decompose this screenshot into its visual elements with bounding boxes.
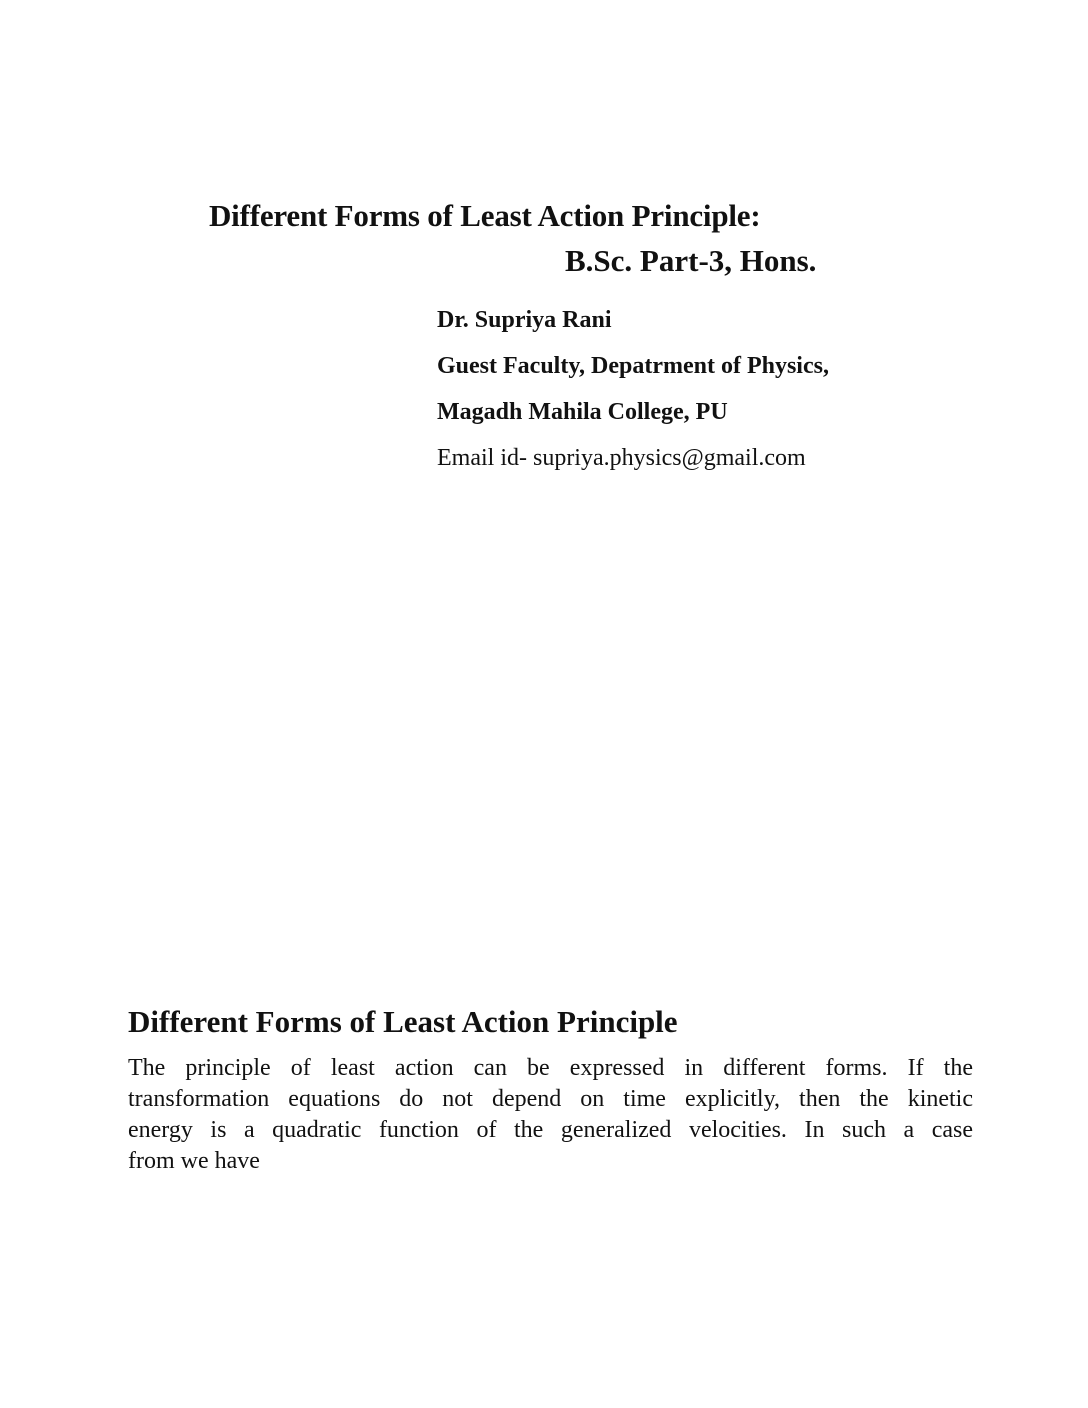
author-email: Email id- supriya.physics@gmail.com [437,445,806,471]
document-subtitle: B.Sc. Part-3, Hons. [565,243,817,278]
body-paragraph [128,1053,973,1177]
document-title: Different Forms of Least Action Principle: [209,198,761,233]
paragraph-line: transformation equations do not depend on time explicitly, then the kinetic [128,1086,973,1112]
section-heading: Different Forms of Least Action Principle [128,1004,678,1039]
author-block [437,297,829,481]
author-name: Dr. Supriya Rani [437,307,612,333]
author-position: Guest Faculty, Depatrment of Physics, [437,353,829,379]
author-institution: Magadh Mahila College, PU [437,399,728,425]
paragraph-line: The principle of least action can be expressed in different forms. If the [128,1055,973,1081]
paragraph-line: from we have [128,1148,260,1174]
paragraph-line: energy is a quadratic function of the generalized velocities. In such a case [128,1117,973,1143]
